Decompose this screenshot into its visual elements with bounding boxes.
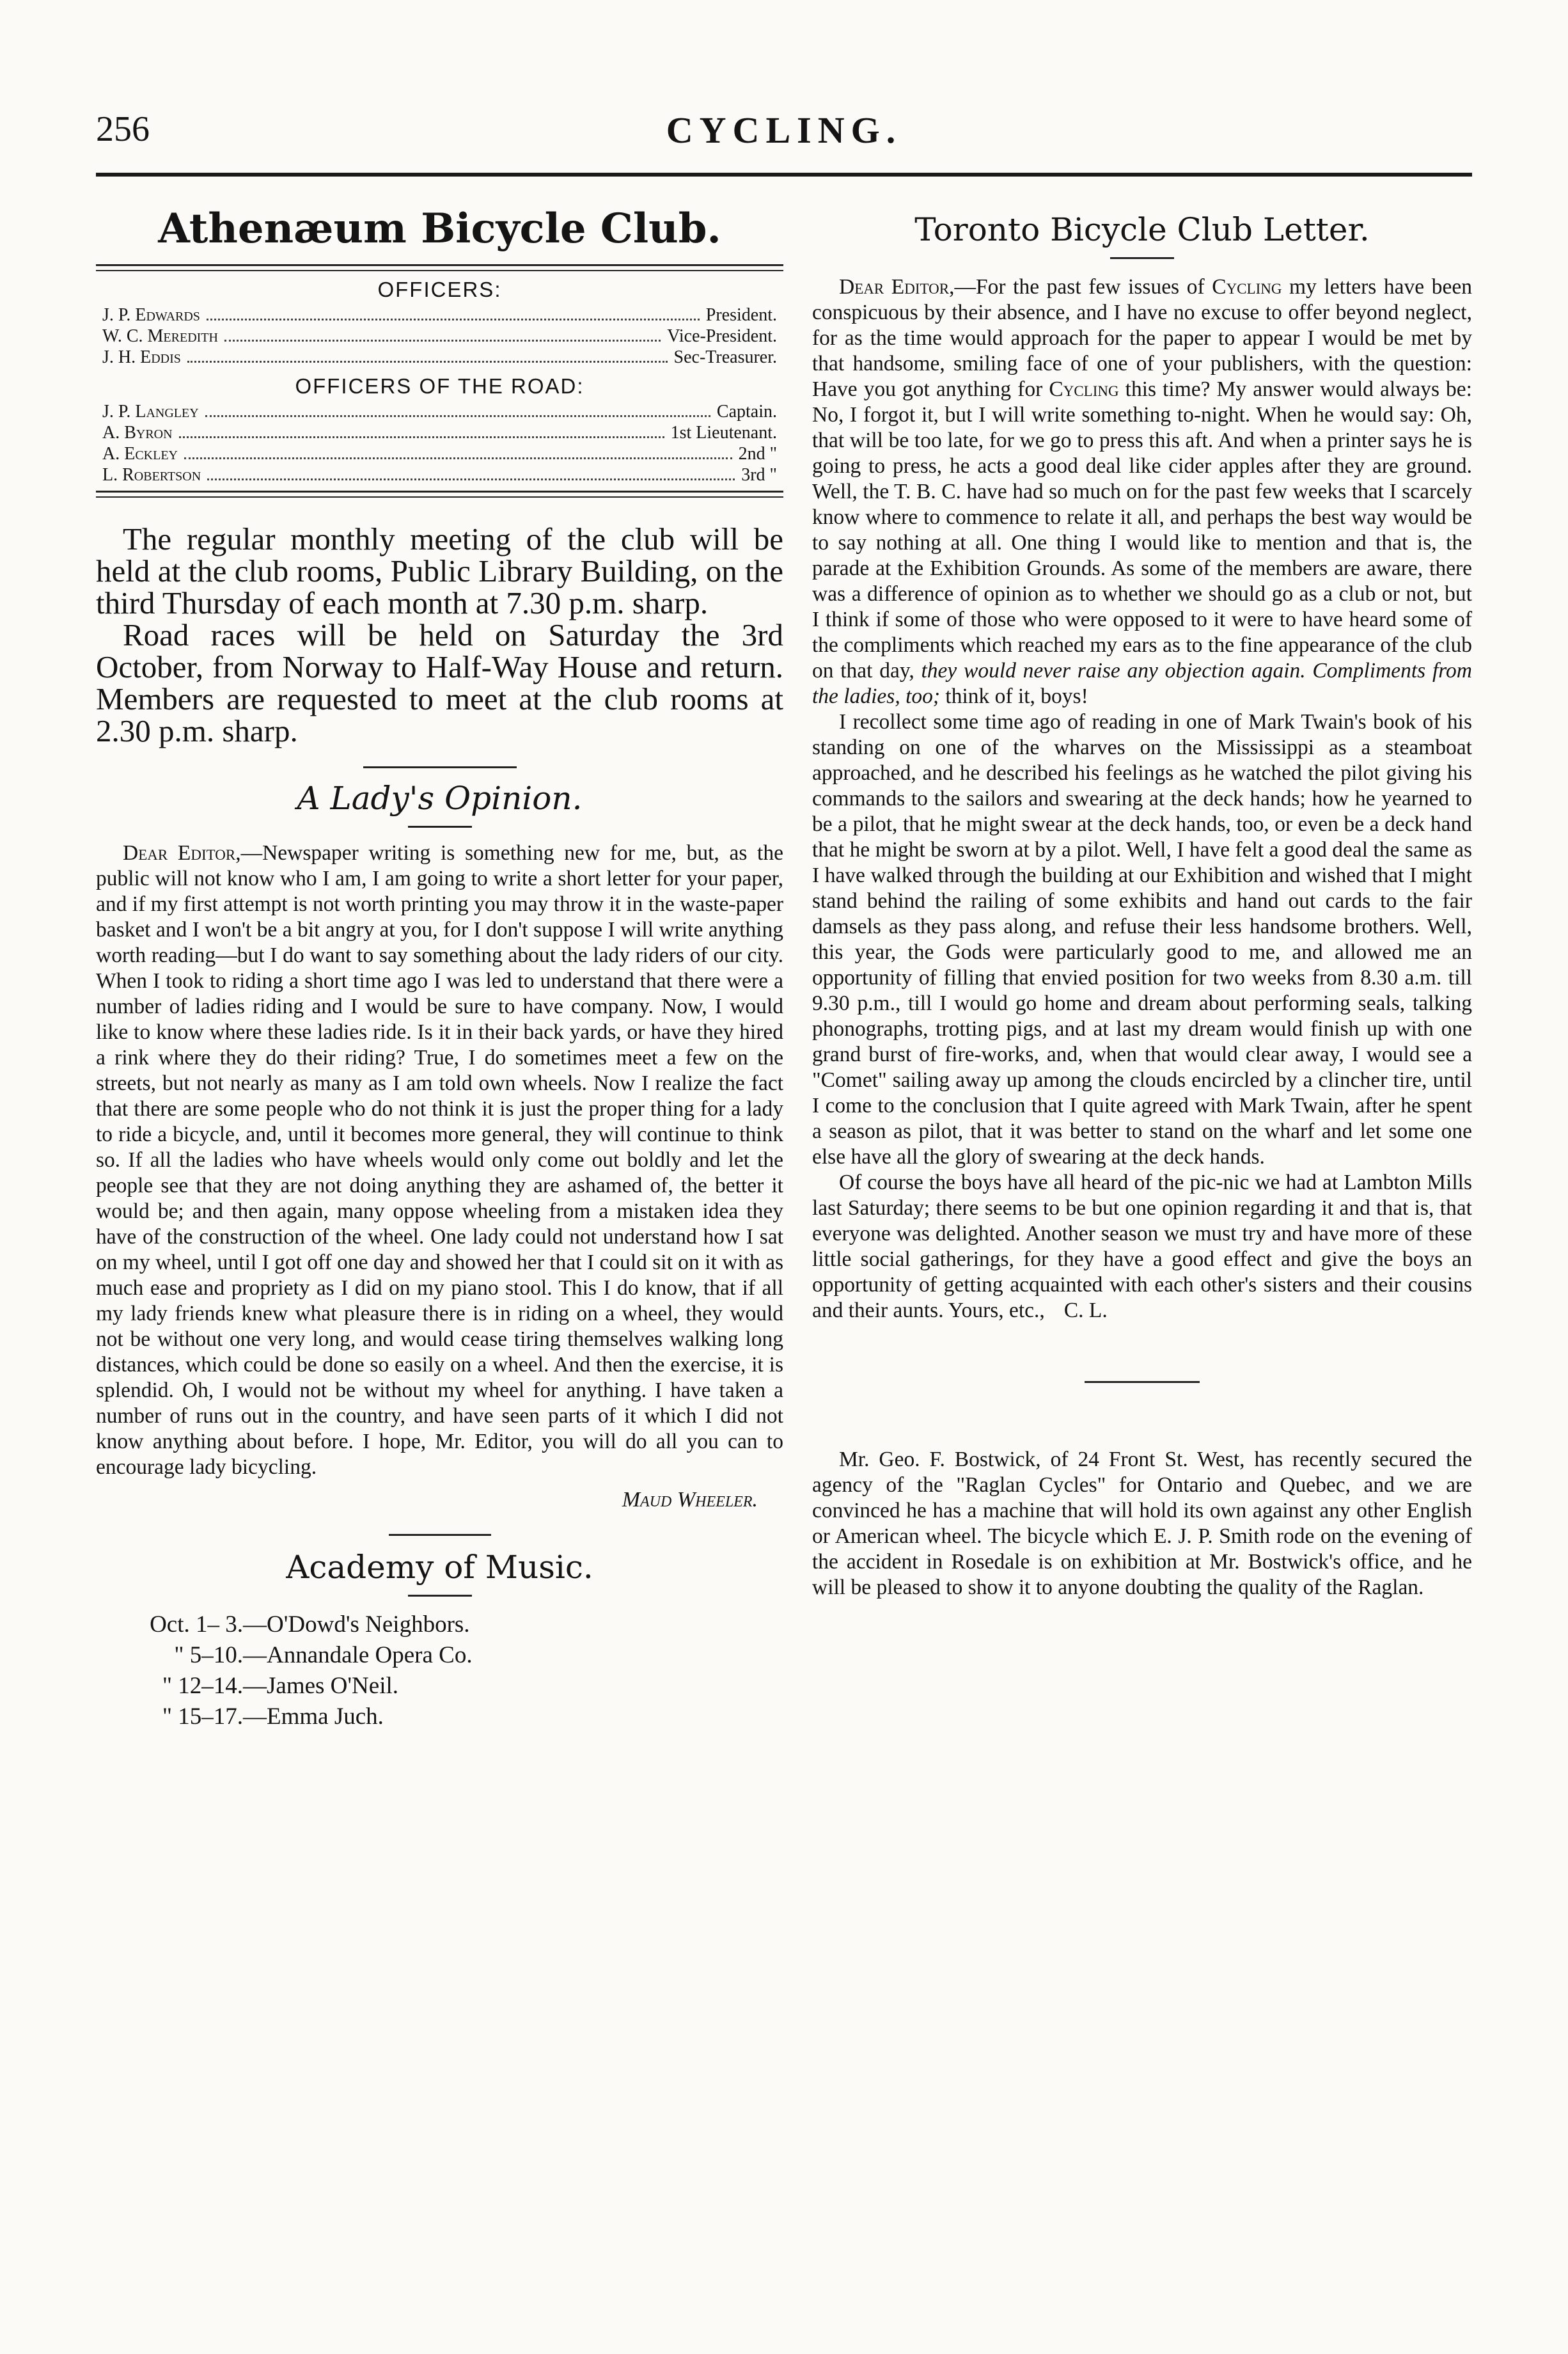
road-officer-row bbox=[96, 443, 783, 464]
program-date: Oct. 1– 3. bbox=[150, 1611, 243, 1638]
header-rule bbox=[96, 173, 1472, 177]
leader-dots bbox=[224, 340, 661, 342]
toronto-paragraph-3 bbox=[812, 1170, 1472, 1323]
program-date: " 15–17. bbox=[162, 1703, 243, 1730]
toronto-p1-italic: they would never raise any objection again. Compliments from the ladies, too; bbox=[812, 659, 1472, 708]
bostwick-notice: Mr. Geo. F. Bostwick, of 24 Front St. West, has recently secured the agency of the "Raglan Cycles" for Ontario and Quebec, and we are convinced he has a machine that will hold its own against any other English or American wheel. The bicycle which E. J. P. Smith rode on the evening of the accident in Rosedale is on exhibition at Mr. Bostwick's office, and he will be pleased to show it to anyone doubting the quality of the Raglan. bbox=[812, 1448, 1472, 1599]
toronto-paragraph-2: I recollect some time ago of reading in one of Mark Twain's book of his standing on one of the wharves on the Mississippi as a steamboat approached, and he described his feelings as he watched the pilot giving his commands to the sailors and swearing at the deck hands; how he yearned to be a pilot, that he might swear at the deck hands, too, or even be a deck hand that he might be sworn at by a pilot. Well, I have felt a good deal the same as I have walked through the building at our Exhibition and wished that I might stand behind the railing of some exhibits and hand out cards to the fair damsels as they pass along, and refuse their less handsome brothers. Well, this year, the Gods were particularly good to me, and allowed me an opportunity of filling that envied position for two weeks from 8.30 a.m. till 9.30 p.m., till I would go home and dream about performing seals, talking phonographs, trotting pigs, and at last my dream would finish up with one grand burst of fire-works, and, when that would clear away, I would see a "Comet" sailing away up among the clouds encircled by a clincher tire, until I come to the conclusion that I quite agreed with Mark Twain, after he spent a season as pilot, that it was better to stand on the wharf and let some one else have all the glory of swearing at the deck hands. bbox=[812, 710, 1472, 1169]
officer-name: L. Robertson bbox=[102, 465, 201, 485]
program-event: —O'Dowd's Neighbors. bbox=[243, 1611, 470, 1638]
toronto-p1-lead: —For the past few issues of bbox=[954, 275, 1212, 299]
officer-name: J. H. Eddis bbox=[102, 347, 181, 367]
program-item bbox=[96, 1671, 783, 1702]
right-column bbox=[812, 192, 1472, 1600]
lady-salutation: Dear Editor, bbox=[123, 841, 241, 865]
toronto-title: Toronto Bicycle Club Letter. bbox=[914, 211, 1370, 248]
title-underline bbox=[408, 826, 472, 828]
cycling-mention: Cycling bbox=[1212, 275, 1282, 299]
program-event: —James O'Neil. bbox=[243, 1673, 399, 1699]
toronto-salutation: Dear Editor, bbox=[839, 275, 955, 299]
section-divider bbox=[1085, 1381, 1200, 1383]
officer-name: W. C. Meredith bbox=[102, 326, 218, 346]
program-item bbox=[96, 1640, 783, 1671]
leader-dots bbox=[205, 415, 710, 417]
officer-role: 2nd " bbox=[738, 444, 777, 464]
road-officers-title: OFFICERS OF THE ROAD: bbox=[295, 374, 584, 398]
road-officer-row bbox=[96, 422, 783, 443]
program-date: " 5–10. bbox=[174, 1642, 243, 1668]
journal-title: CYCLING. bbox=[666, 109, 902, 151]
section-divider bbox=[363, 766, 517, 768]
program-date: " 12–14. bbox=[162, 1673, 243, 1699]
road-officer-row bbox=[96, 401, 783, 422]
lady-signature: Maud Wheeler. bbox=[622, 1488, 758, 1512]
athenaeum-title: Athenæum Bicycle Club. bbox=[158, 205, 721, 253]
section-divider bbox=[389, 1534, 491, 1536]
athenaeum-races-paragraph: Road races will be held on Saturday the 3rd October, from Norway to Half-Way House and return. Members are requested to meet at the club rooms at 2.30 p.m. sharp. bbox=[96, 617, 783, 748]
lady-letter-text: —Newspaper writing is something new for me, but, as the public will not know who I am, I am going to write a short letter for your paper, and if my first attempt is not worth printing you may throw it in the waste-paper basket and I won't be a bit angry at you, for I don't suppose I will write anything worth reading—but I do want to say something about the lady riders of our city. When I took to riding a short time ago I was led to understand that there were a number of ladies riding and I would be sure to have company. Now, I would like to know where these ladies ride. Is it in their back yards, or have they hired a rink where they do their riding? True, I do sometimes meet a few on the streets, but not nearly as many as I am told own wheels. Now I realize the fact that there are some people who do not think it is just the proper thing for a lady to ride a bicycle, and, until it becomes more general, they will continue to think so. If all the ladies who have wheels would only come out boldly and let the people see that they are not doing anything they are ashamed of, the better it would be; and then again, many oppose wheeling from a mistaken idea they have of the construction of the wheel. One lady could not understand how I sat on my wheel, until I got off one day and showed her that I could sit on it with as much ease and propriety as I did on my piano stool. This I do know, that if all my lady friends knew what pleasure there is in riding on a wheel, they would not be without one very long, and would cease tiring themselves walking long distances, which could be done so easily on a wheel. And then the exercise, it is splendid. Oh, I would not be without my wheel for anything. I have taken a number of runs out in the country, and have seen parts of it which I did not know anything about before. I hope, Mr. Editor, you will do all you can to encourage lady bicycling. bbox=[96, 841, 783, 1479]
officer-name: J. P. Edwards bbox=[102, 305, 200, 325]
toronto-p1-rest: this time? My answer would always be: No, I forgot it, but I will write something to-night. When he would say: Oh, that will be too late, for we go to press this aft. And when a printer says he is going to press, he acts a good deal like cider apples after they are ground. Well, the T. B. C. have had so much on for the past few weeks that I scarcely know where to commence to relate it all, and perhaps the best way would be to say nothing at all. One thing I would like to mention and that is, the parade at the Exhibition Grounds. As some of the members are aware, there was a difference of opinion as to whether we should go as a club or not, but I think if some of those who were opposed to it were to have heard some of the compliments which reached my ears as to the fine appearance of the club on that day, bbox=[812, 377, 1472, 683]
officer-role: President. bbox=[705, 305, 777, 325]
left-column bbox=[96, 192, 783, 1732]
leader-dots bbox=[187, 361, 668, 363]
toronto-signature: C. L. bbox=[1063, 1299, 1108, 1322]
officer-role: 3rd " bbox=[741, 465, 777, 485]
leader-dots bbox=[207, 478, 735, 480]
title-underline bbox=[1110, 257, 1174, 259]
leader-dots bbox=[207, 319, 700, 320]
officer-row bbox=[96, 347, 783, 368]
officers-title: OFFICERS: bbox=[377, 278, 502, 301]
officer-row bbox=[96, 326, 783, 347]
officer-role: 1st Lieutenant. bbox=[670, 423, 777, 443]
officers-bottom-rule bbox=[96, 491, 783, 498]
page-number: 256 bbox=[96, 109, 150, 149]
officer-row bbox=[96, 304, 783, 326]
toronto-paragraph-1 bbox=[812, 274, 1472, 709]
cycling-mention: Cycling bbox=[1049, 377, 1119, 401]
running-head bbox=[96, 109, 1472, 160]
officer-role: Sec-Treasurer. bbox=[673, 347, 777, 367]
officer-name: A. Eckley bbox=[102, 444, 178, 464]
academy-title: Academy of Music. bbox=[286, 1549, 593, 1586]
officer-name: A. Byron bbox=[102, 423, 173, 443]
officer-name: J. P. Langley bbox=[102, 402, 199, 422]
athenaeum-meeting-paragraph: The regular monthly meeting of the club will be held at the club rooms, Public Library Building, on the third Thursday of each month at 7.30 p.m. sharp. bbox=[96, 521, 783, 620]
lady-opinion-title: A Lady's Opinion. bbox=[297, 780, 583, 817]
lady-letter-body bbox=[96, 841, 783, 1480]
toronto-p1-end: think of it, boys! bbox=[940, 684, 1088, 708]
program-item bbox=[96, 1702, 783, 1732]
toronto-p3-text: Of course the boys have all heard of the pic-nic we had at Lambton Mills last Saturday; there seems to be but one opinion regarding it and that is, that everyone was delighted. Another season we must try and have more of these little social gatherings, for they have a good effect and give the boys an opportunity of getting acquainted with each other's sisters and their cousins and their aunts. Yours, etc., bbox=[812, 1171, 1472, 1322]
road-officer-row bbox=[96, 464, 783, 486]
officers-top-rule bbox=[96, 264, 783, 271]
officer-role: Vice-President. bbox=[667, 326, 777, 346]
title-underline bbox=[408, 1595, 472, 1597]
program-event: —Emma Juch. bbox=[243, 1703, 384, 1730]
officer-role: Captain. bbox=[716, 402, 777, 422]
toronto-p1-mid: my letters have been conspicuous by their absence, and I have no excuse to offer beyond neglect, for as the time would approach for the paper to appear I would be met by that handsome, smiling face of one of your publishers, with the question: Have you got anything for bbox=[812, 275, 1473, 401]
program-event: —Annandale Opera Co. bbox=[243, 1642, 473, 1668]
leader-dots bbox=[179, 436, 664, 438]
leader-dots bbox=[184, 457, 732, 459]
program-item bbox=[96, 1609, 783, 1640]
